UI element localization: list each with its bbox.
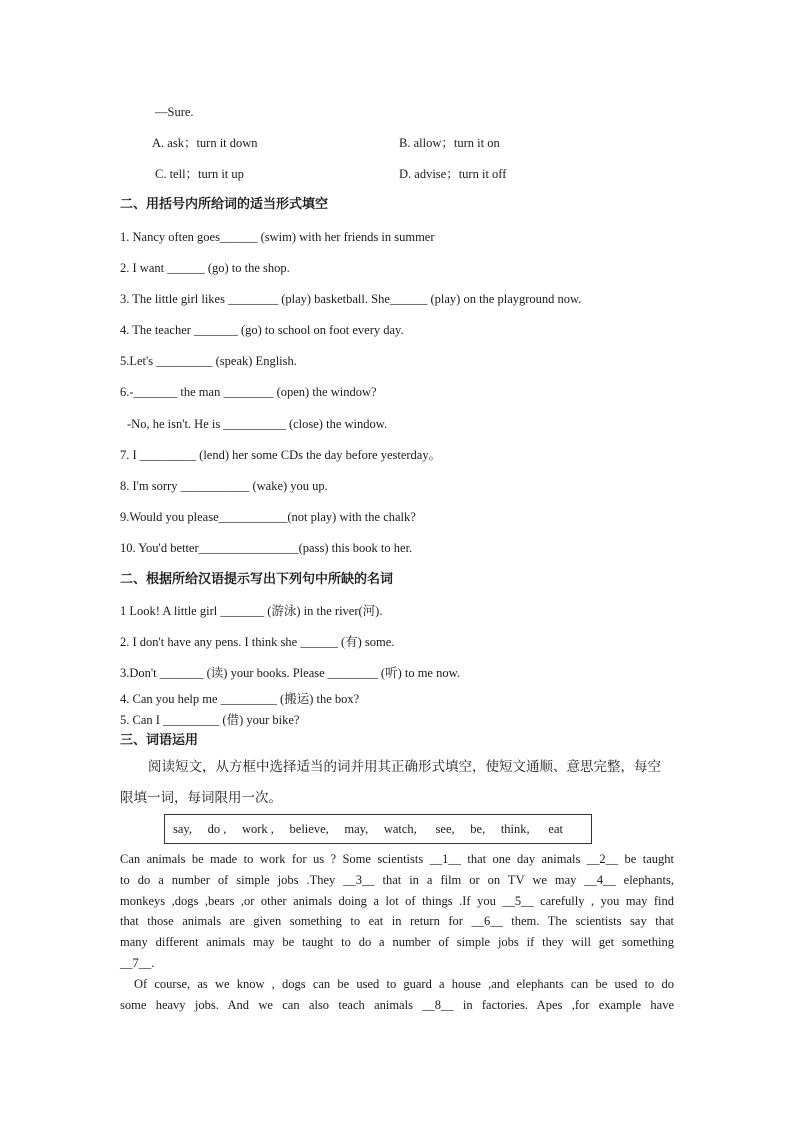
mc-option-a: A. ask；turn it down (152, 136, 258, 150)
section1-item: 6.-_______ the man ________ (open) the window? (120, 385, 377, 399)
section1-item: 5.Let's _________ (speak) English. (120, 354, 297, 368)
section1-item: 10. You'd better________________(pass) this book to her. (120, 541, 413, 555)
word-box (164, 814, 592, 844)
passage-line: some heavy jobs. And we can also teach animals __8__ in factories. Apes ,for example have (120, 997, 674, 1012)
section1-item: -No, he isn't. He is __________ (close) the window. (127, 417, 388, 431)
section1-item: 9.Would you please___________(not play) with the chalk? (120, 510, 416, 524)
passage-line: monkeys ,dogs ,bears ,or other animals doing a lot of things .If you __5__ carefully , you may find (120, 893, 674, 908)
passage-line: that those animals are given something to eat in return for __6__ them. The scientists say that (120, 914, 674, 929)
section1-item: 1. Nancy often goes______ (swim) with her friends in summer (120, 230, 435, 244)
section1-title: 二、用括号内所给词的适当形式填空 (120, 197, 329, 212)
mc-option-c: C. tell；turn it up (155, 167, 244, 181)
passage-line: many different animals may be taught to do a number of simple jobs if they will get something (120, 935, 674, 950)
passage-line: Can animals be made to work for us ? Some scientists __1__ that one day animals __2__ be taught (120, 852, 674, 866)
passage-line: Of course, as we know , dogs can be used to guard a house ,and elephants can be used to do (134, 976, 674, 991)
section3-instruction: 阅读短文，从方框中选择适当的词并用其正确形式填空，使短文通顺、意思完整，每空 (148, 759, 661, 775)
section1-item: 4. The teacher _______ (go) to school on foot every day. (120, 323, 404, 337)
mc-option-d: D. advise；turn it off (399, 167, 507, 181)
passage-line: __7__. (120, 955, 155, 970)
section2-item: 1 Look! A little girl _______ (游泳) in the river(河). (120, 604, 383, 618)
passage-line: to do a number of simple jobs .They __3__ that in a film or on TV we may __4__ elephants, (120, 872, 674, 887)
section2-item: 3.Don't _______ (读) your books. Please ________ (听) to me now. (120, 666, 460, 680)
word-box-text: say, do , work , believe, may, watch, see, be, think, eat (173, 821, 563, 836)
section2-item: 2. I don't have any pens. I think she ______ (有) some. (120, 635, 395, 649)
section1-item: 7. I _________ (lend) her some CDs the day before yesterday。 (120, 448, 442, 462)
mc-option-b: B. allow；turn it on (399, 136, 500, 150)
section3-instruction: 限填一词，每词限用一次。 (120, 790, 282, 806)
section1-item: 3. The little girl likes ________ (play) basketball. She______ (play) on the playground now. (120, 292, 582, 306)
reading-passage (120, 849, 674, 1015)
mc-answer-line: —Sure. (155, 105, 194, 119)
section2-title: 二、根据所给汉语提示写出下列句中所缺的名词 (120, 572, 394, 587)
section2-item: 4. Can you help me _________ (搬运) the box? (120, 692, 360, 706)
section2-item: 5. Can I _________ (借) your bike? (120, 713, 300, 727)
section1-item: 8. I'm sorry ___________ (wake) you up. (120, 479, 328, 493)
section1-item: 2. I want ______ (go) to the shop. (120, 261, 290, 275)
section3-title: 三、词语运用 (120, 733, 199, 748)
